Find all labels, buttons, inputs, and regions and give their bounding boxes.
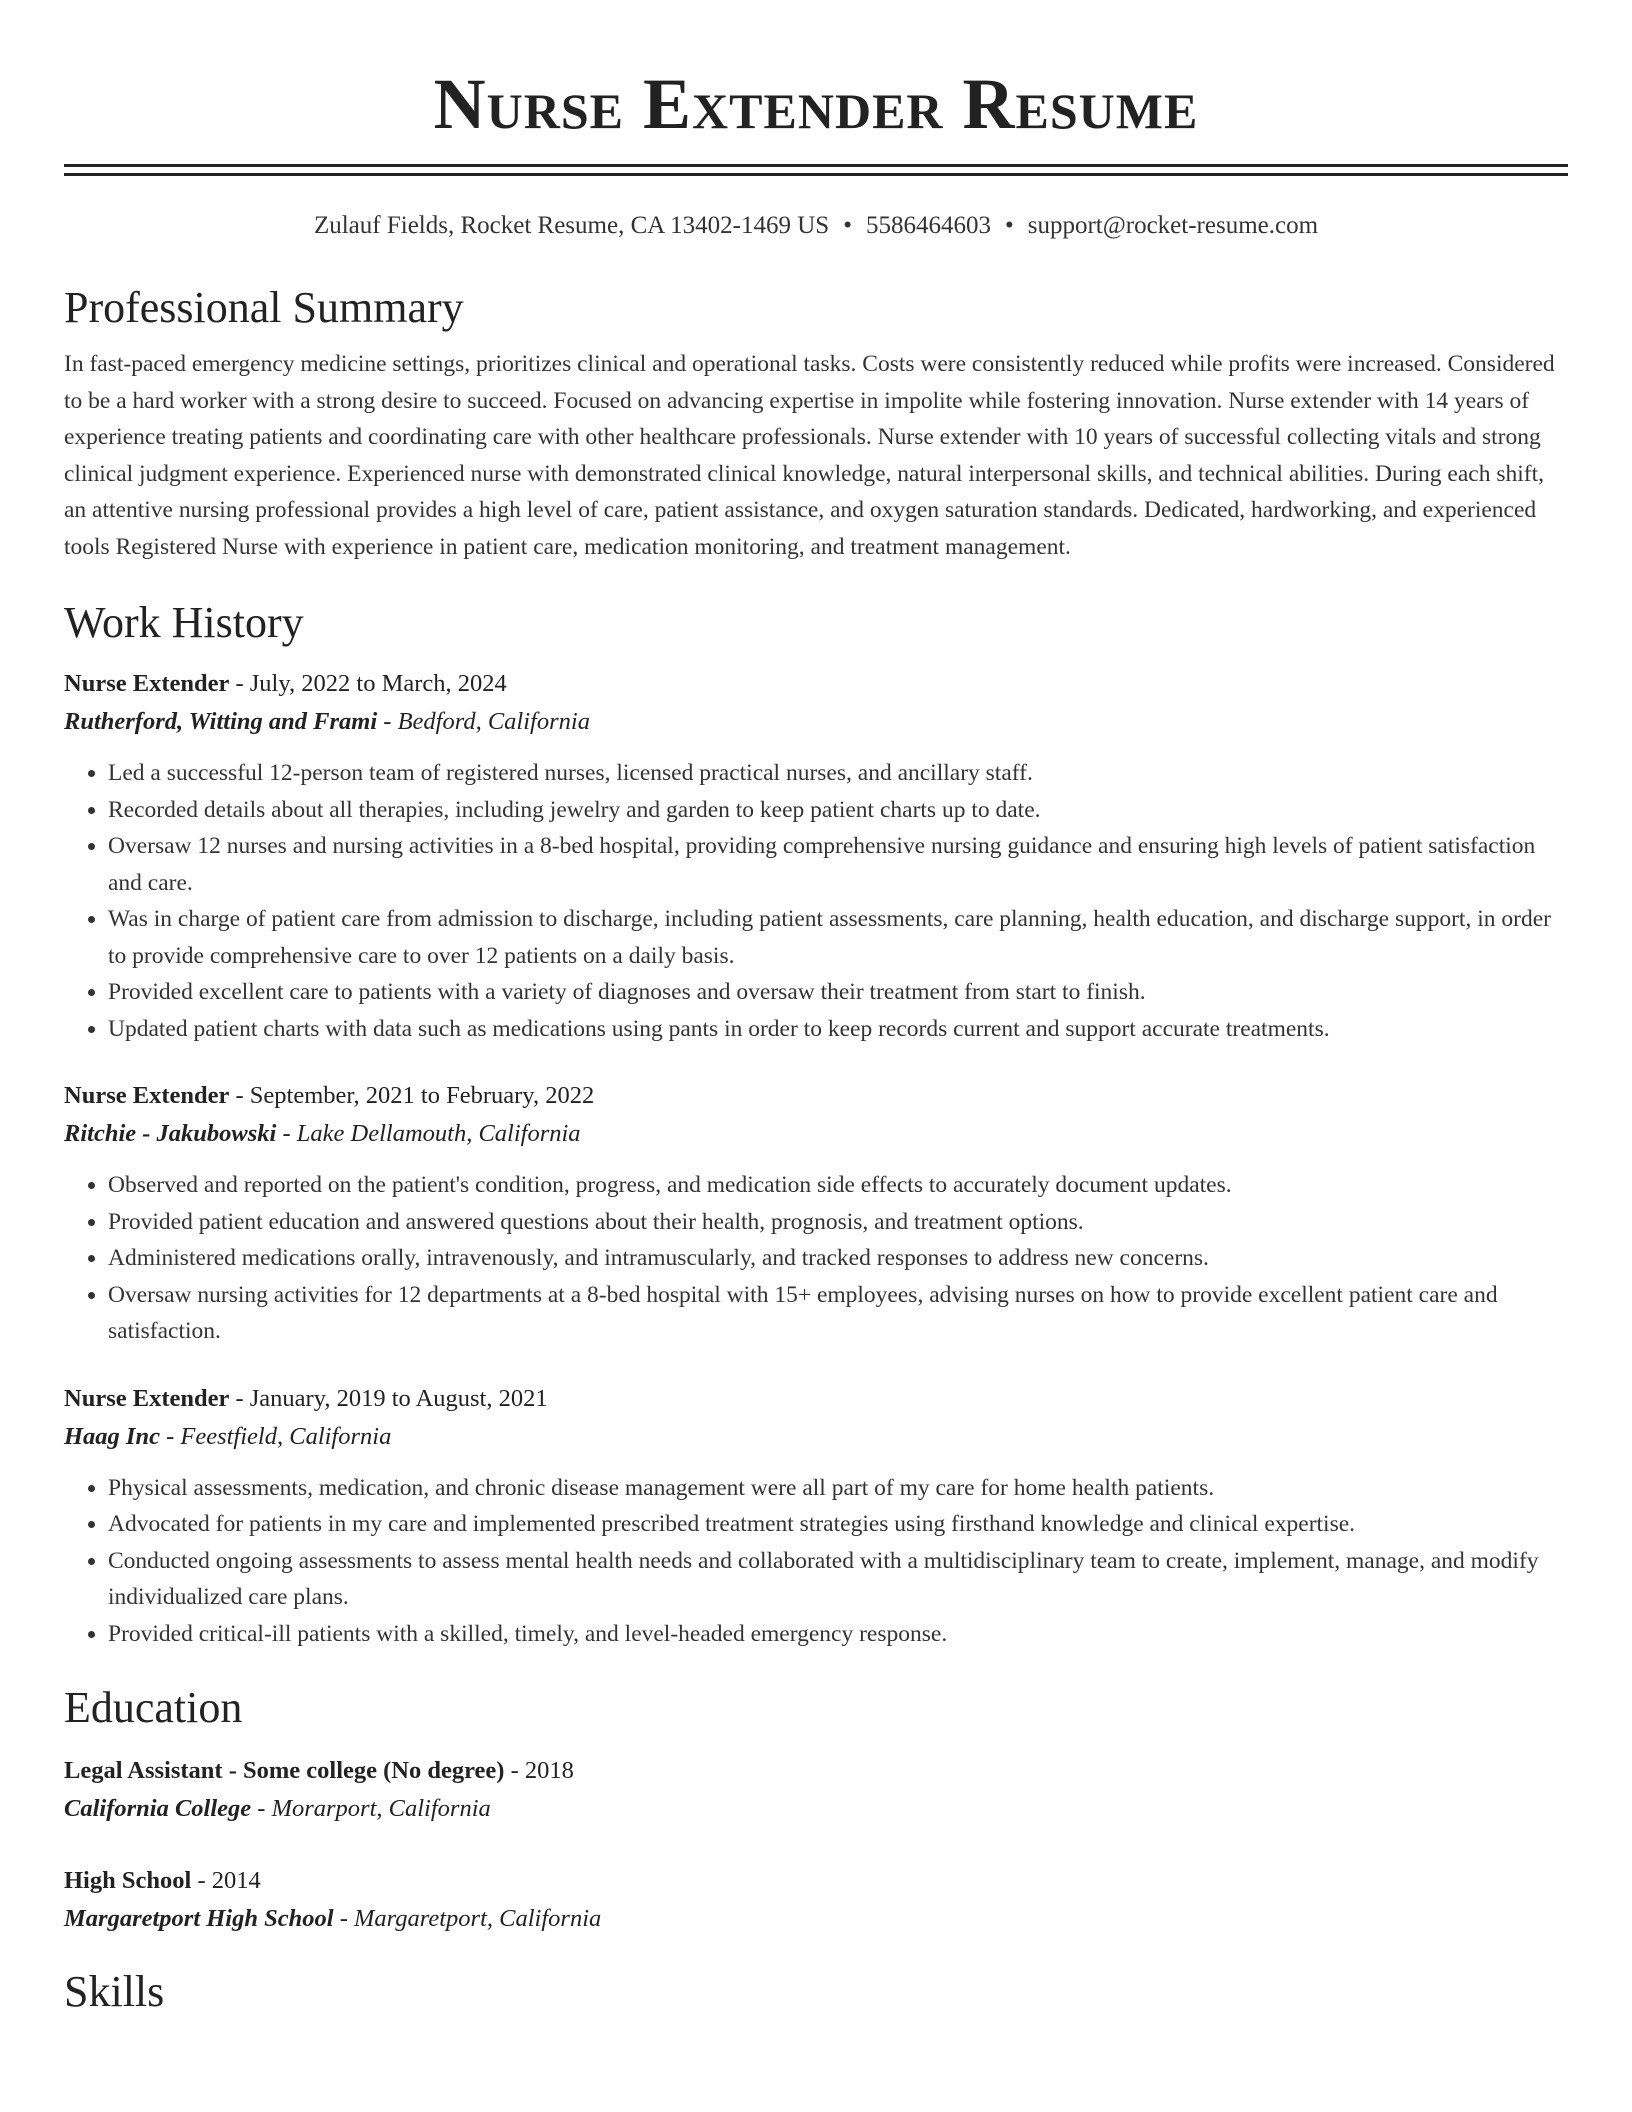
section-heading-summary: Professional Summary [64, 283, 464, 332]
section-heading-skills: Skills [64, 1967, 165, 2016]
job-location: - Bedford, California [377, 708, 590, 735]
job-bullet: • Oversaw 12 nurses and nursing activities in a 8-bed hospital, providing comprehensive nursing guidance and ensuring high levels of patient satisfaction and care. [108, 828, 1568, 901]
job-bullet: • Administered medications orally, intravenously, and intramuscularly, and tracked responses to address new concerns. [108, 1240, 1568, 1277]
section-heading-education: Education [64, 1683, 243, 1732]
contact-phone: 5586464603 [865, 212, 991, 239]
job-bullet: • Oversaw nursing activities for 12 departments at a 8-bed hospital with 15+ employees, advising nurses on how to provide excellent patient care and satisfaction. [108, 1277, 1568, 1350]
education-school-line [64, 1900, 1568, 1938]
job-bullet: • Provided excellent care to patients with a variety of diagnoses and oversaw their treatment from start to finish. [108, 974, 1568, 1011]
job-bullet: • Advocated for patients in my care and implemented prescribed treatment strategies using firsthand knowledge and clinical expertise. [108, 1506, 1568, 1543]
education-location: - Margaretport, California [333, 1905, 602, 1932]
job-bullets [64, 1470, 1568, 1653]
title-divider-bottom [64, 173, 1568, 176]
contact-separator: • [843, 212, 852, 239]
job-heading [64, 1380, 1568, 1418]
job-entry [64, 665, 1568, 1047]
education-degree: Legal Assistant - Some college (No degree) [64, 1757, 505, 1784]
education-heading [64, 1752, 1568, 1790]
job-title: Nurse Extender [64, 1384, 230, 1412]
job-dates: - September, 2021 to February, 2022 [229, 1082, 595, 1109]
job-employer [64, 1418, 1568, 1456]
job-bullets [64, 1167, 1568, 1350]
job-heading [64, 1077, 1568, 1115]
job-dates: - January, 2019 to August, 2021 [229, 1384, 548, 1412]
education-school: Margaretport High School [64, 1905, 334, 1932]
contact-email: support@rocket-resume.com [1027, 212, 1319, 239]
job-company: Ritchie - Jakubowski [64, 1120, 277, 1147]
education-location: - Morarport, California [251, 1795, 491, 1822]
education-school-line [64, 1790, 1568, 1828]
job-bullet: • Physical assessments, medication, and chronic disease management were all part of my care for home health patients. [108, 1470, 1568, 1507]
education-entry [64, 1862, 1568, 1938]
title-divider-top [64, 164, 1568, 167]
job-entry [64, 1077, 1568, 1350]
education-degree: High School [64, 1867, 192, 1894]
job-dates: - July, 2022 to March, 2024 [229, 670, 507, 697]
job-bullet: • Conducted ongoing assessments to assess mental health needs and collaborated with a multidisciplinary team to create, implement, manage, and modify individualized care plans. [108, 1543, 1568, 1616]
contact-separator: • [1004, 212, 1014, 239]
job-bullet: • Provided critical-ill patients with a skilled, timely, and level-headed emergency response. [108, 1616, 1568, 1653]
contact-line [64, 210, 1568, 242]
education-year: - 2014 [191, 1867, 261, 1894]
education-school: California College [64, 1795, 252, 1822]
contact-address: Zulauf Fields, Rocket Resume, CA 13402-1469 US [313, 212, 830, 239]
job-bullet: • Observed and reported on the patient's condition, progress, and medication side effects to accurately document updates. [108, 1167, 1568, 1204]
job-bullet: • Provided patient education and answered questions about their health, prognosis, and treatment options. [108, 1204, 1568, 1241]
job-company: Haag Inc [64, 1422, 160, 1450]
education-heading [64, 1862, 1568, 1900]
resume-page [64, 0, 1568, 2018]
job-employer [64, 1115, 1568, 1153]
job-heading [64, 665, 1568, 703]
resume-title: Nurse Extender Resume [433, 64, 1199, 144]
job-entry [64, 1380, 1568, 1653]
job-location: - Feestfield, California [159, 1422, 392, 1450]
job-title: Nurse Extender [64, 670, 230, 697]
summary-text: In fast-paced emergency medicine settings, prioritizes clinical and operational tasks. Costs were consistently reduced while profits were increased. Considered to be a hard worker with a strong desire to succeed. Focused on advancing expertise in impolite while fostering innovation. Nurse extender with 14 years of experience treating patients and coordinating care with other healthcare professionals. Nurse extender with 10 years of successful collecting vitals and strong clinical judgment experience. Experienced nurse with demonstrated clinical knowledge, natural interpersonal skills, and technical abilities. During each shift, an attentive nursing professional provides a high level of care, patient assistance, and oxygen saturation standards. Dedicated, hardworking, and experienced tools Registered Nurse with experience in patient care, medication monitoring, and treatment management. [64, 351, 1555, 560]
job-company: Rutherford, Witting and Frami [64, 708, 378, 735]
job-bullet: • Led a successful 12-person team of registered nurses, licensed practical nurses, and ancillary staff. [108, 755, 1568, 792]
education-year: - 2018 [504, 1757, 574, 1784]
job-bullet: • Updated patient charts with data such as medications using pants in order to keep records current and support accurate treatments. [108, 1011, 1568, 1048]
job-location: - Lake Dellamouth, California [276, 1120, 581, 1147]
job-employer [64, 703, 1568, 741]
education-entry [64, 1752, 1568, 1828]
section-heading-work-history: Work History [64, 598, 304, 647]
job-bullets [64, 755, 1568, 1047]
job-title: Nurse Extender [64, 1082, 230, 1109]
job-bullet: • Was in charge of patient care from admission to discharge, including patient assessments, care planning, health education, and discharge support, in order to provide comprehensive care to over 12 patients on a daily basis. [108, 901, 1568, 974]
job-bullet: • Recorded details about all therapies, including jewelry and garden to keep patient charts up to date. [108, 792, 1568, 829]
